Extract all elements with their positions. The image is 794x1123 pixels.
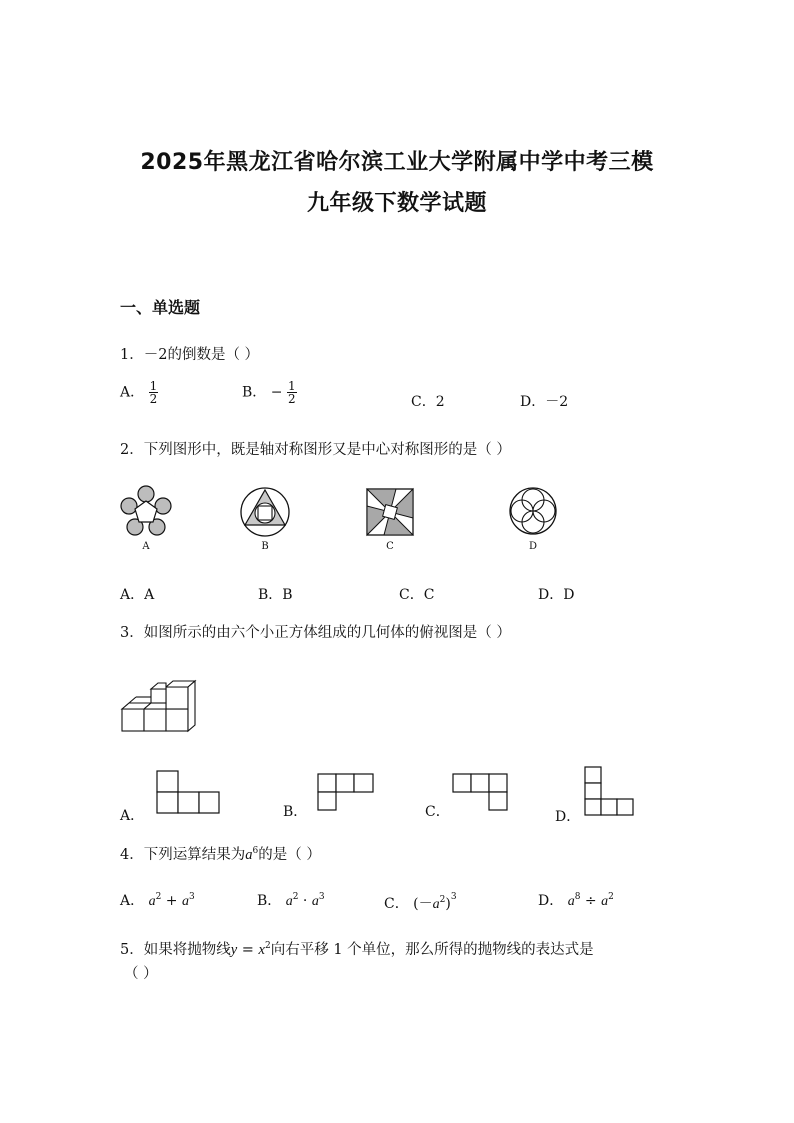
question-5-stem: [120, 938, 594, 959]
question-1-stem: 1．－2的倒数是（ ）: [120, 347, 260, 363]
q1-option-b: [242, 380, 297, 405]
q4-a-base2: a: [181, 894, 189, 909]
q4-c-open: (: [413, 896, 419, 912]
q3-option-c-letter: C．: [425, 804, 450, 820]
q3-option-a-letter: A．: [120, 808, 145, 824]
q5-stem-post: 向右平移 1 个单位，那么所得的抛物线的表达式是: [270, 942, 594, 958]
q1-option-a: [120, 380, 158, 405]
q2-figure-d-four-petal-circle: [508, 486, 558, 536]
q5-eq-exp: 2: [264, 941, 271, 951]
q4-option-c: [384, 892, 457, 913]
q4-option-d-letter: D．: [538, 893, 564, 909]
q1-a-numerator: 1: [149, 379, 158, 393]
q1-option-b-letter: B．: [242, 384, 267, 401]
q4-stem-exp: 6: [252, 846, 259, 856]
q2-figure-d-label: D: [528, 541, 538, 552]
q2-option-d: D．D: [538, 587, 575, 603]
q2-option-b: B．B: [258, 587, 293, 603]
q4-stem-post: 的是（ ）: [258, 847, 321, 863]
q4-option-d: [538, 890, 614, 910]
q5-stem-pre: 5．如果将抛物线: [120, 942, 231, 958]
question-4-stem: [120, 843, 321, 864]
q1-option-a-fraction: [149, 380, 159, 405]
q4-stem-pre: 4．下列运算结果为: [120, 847, 246, 863]
q3-option-c-top-view: [452, 773, 510, 811]
q4-a-op: +: [161, 893, 182, 909]
q5-eq-y: y: [230, 942, 238, 958]
q4-c-exp-out: 3: [450, 892, 457, 902]
q4-b-exp1: 2: [292, 892, 299, 902]
q4-a-exp1: 2: [155, 892, 162, 902]
question-2-stem: 2．下列图形中，既是轴对称图形又是中心对称图形的是（ ）: [120, 442, 511, 458]
q1-b-sign: −: [270, 384, 283, 401]
q3-option-b-top-view: [317, 773, 375, 811]
q4-c-close: ): [445, 896, 451, 912]
exam-title-line1: 2025年黑龙江省哈尔滨工业大学附属中学中考三模: [140, 150, 654, 175]
q4-b-base2: a: [311, 894, 319, 909]
q1-option-b-fraction: [287, 380, 297, 405]
q4-option-a-letter: A．: [120, 893, 145, 909]
q4-c-base: a: [432, 897, 440, 912]
section-heading-single-choice: 一、单选题: [120, 298, 201, 317]
q2-figure-a-pentagon-flower: [118, 484, 174, 540]
q3-option-a-top-view: [156, 770, 220, 814]
q3-option-b-letter: B．: [283, 804, 308, 820]
q2-figure-a-label: A: [142, 541, 150, 552]
q2-figure-b-circle-triangle: [239, 486, 291, 538]
q4-b-op: ·: [298, 893, 312, 909]
q4-a-exp2: 3: [188, 892, 195, 902]
q4-d-base2: a: [601, 894, 609, 909]
q4-d-exp1: 8: [574, 892, 581, 902]
q2-option-c: C．C: [399, 587, 435, 603]
q4-stem-base: a: [245, 847, 253, 863]
q4-option-a: [120, 890, 195, 910]
q4-option-b-letter: B．: [257, 893, 282, 909]
exam-title-line2: 九年级下数学试题: [306, 191, 487, 216]
q3-option-d-top-view: [584, 766, 636, 816]
q1-b-numerator: 1: [287, 379, 296, 393]
q4-d-base1: a: [567, 894, 575, 909]
q4-a-base1: a: [148, 894, 156, 909]
q4-option-c-letter: C．: [384, 896, 409, 912]
q1-b-denominator: 2: [287, 392, 296, 406]
q1-a-denominator: 2: [149, 392, 158, 406]
q5-eq-equals: =: [237, 942, 259, 958]
q1-option-a-letter: A．: [120, 384, 145, 401]
q4-c-neg: －: [418, 896, 433, 912]
q2-option-a: A．A: [120, 587, 155, 603]
q4-d-exp2: 2: [608, 892, 614, 902]
q2-figure-c-pinwheel-square: [366, 488, 414, 536]
q1-option-d: D．－2: [520, 394, 569, 410]
q4-b-exp2: 3: [318, 892, 325, 902]
q2-figure-c-label: C: [386, 541, 394, 552]
q4-b-base1: a: [285, 894, 293, 909]
q4-c-exp-in: 2: [439, 895, 446, 905]
question-5-answer-paren: （ ）: [124, 966, 158, 982]
q2-figure-b-label: B: [261, 541, 269, 552]
q1-option-c: C．2: [411, 394, 445, 410]
question-3-stem: 3．如图所示的由六个小正方体组成的几何体的俯视图是（ ）: [120, 625, 511, 641]
q3-cube-stack-figure: [121, 680, 195, 732]
q3-option-d-letter: D．: [555, 809, 581, 825]
q5-eq-x: x: [258, 942, 265, 958]
q4-d-op: ÷: [580, 893, 602, 909]
q4-option-b: [257, 890, 325, 910]
